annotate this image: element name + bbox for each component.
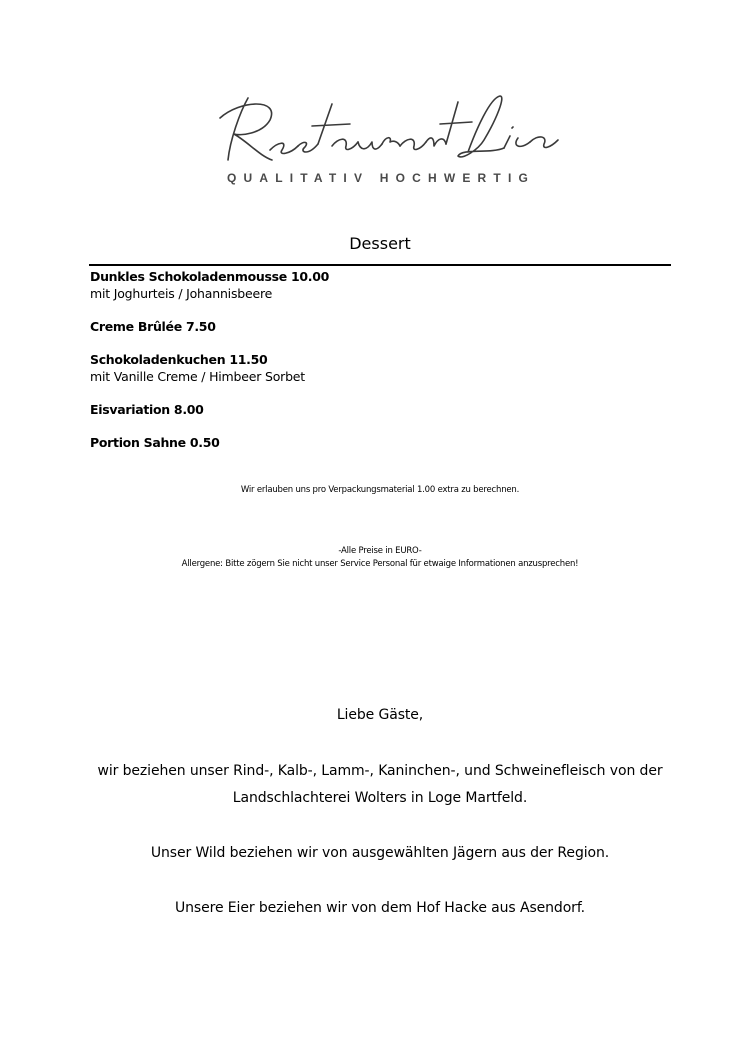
game-sourcing: Unser Wild beziehen wir von ausgewählten Jägern aus der Region. — [150, 845, 610, 861]
greeting: Liebe Gäste, — [336, 707, 424, 723]
packaging-note: Wir erlauben uns pro Verpackungsmaterial 1.00 extra zu berechnen. — [240, 485, 520, 495]
logo-tagline: QUALITATIV HOCHWERTIG — [226, 171, 536, 185]
menu-item — [90, 268, 670, 302]
menu-item — [90, 351, 670, 385]
menu-item-description: mit Joghurteis / Johannisbeere — [90, 286, 273, 301]
prices-note: -Alle Preise in EURO- — [338, 546, 422, 556]
menu-item — [90, 434, 670, 451]
menu-item-name: Portion Sahne 0.50 — [90, 435, 220, 450]
menu-item-name: Schokoladenkuchen 11.50 — [90, 352, 268, 367]
menu-item — [90, 318, 670, 335]
section-title: Dessert — [349, 234, 411, 253]
menu-item-name: Dunkles Schokoladenmousse 10.00 — [90, 269, 330, 284]
logo-script-wordmark — [200, 90, 570, 172]
menu-item — [90, 401, 670, 418]
section-divider — [89, 264, 671, 266]
dessert-menu — [90, 268, 670, 467]
meat-sourcing-line-2: Landschlachterei Wolters in Loge Martfeld. — [232, 790, 528, 806]
allergens-note: Allergene: Bitte zögern Sie nicht unser Service Personal für etwaige Informationen anzusprechen! — [181, 559, 579, 569]
egg-sourcing: Unsere Eier beziehen wir von dem Hof Hacke aus Asendorf. — [174, 900, 586, 916]
menu-item-description: mit Vanille Creme / Himbeer Sorbet — [90, 369, 306, 384]
menu-item-name: Eisvariation 8.00 — [90, 402, 204, 417]
menu-item-name: Creme Brûlée 7.50 — [90, 319, 216, 334]
meat-sourcing-line-1: wir beziehen unser Rind-, Kalb-, Lamm-, Kaninchen-, und Schweinefleisch von der — [97, 763, 663, 779]
